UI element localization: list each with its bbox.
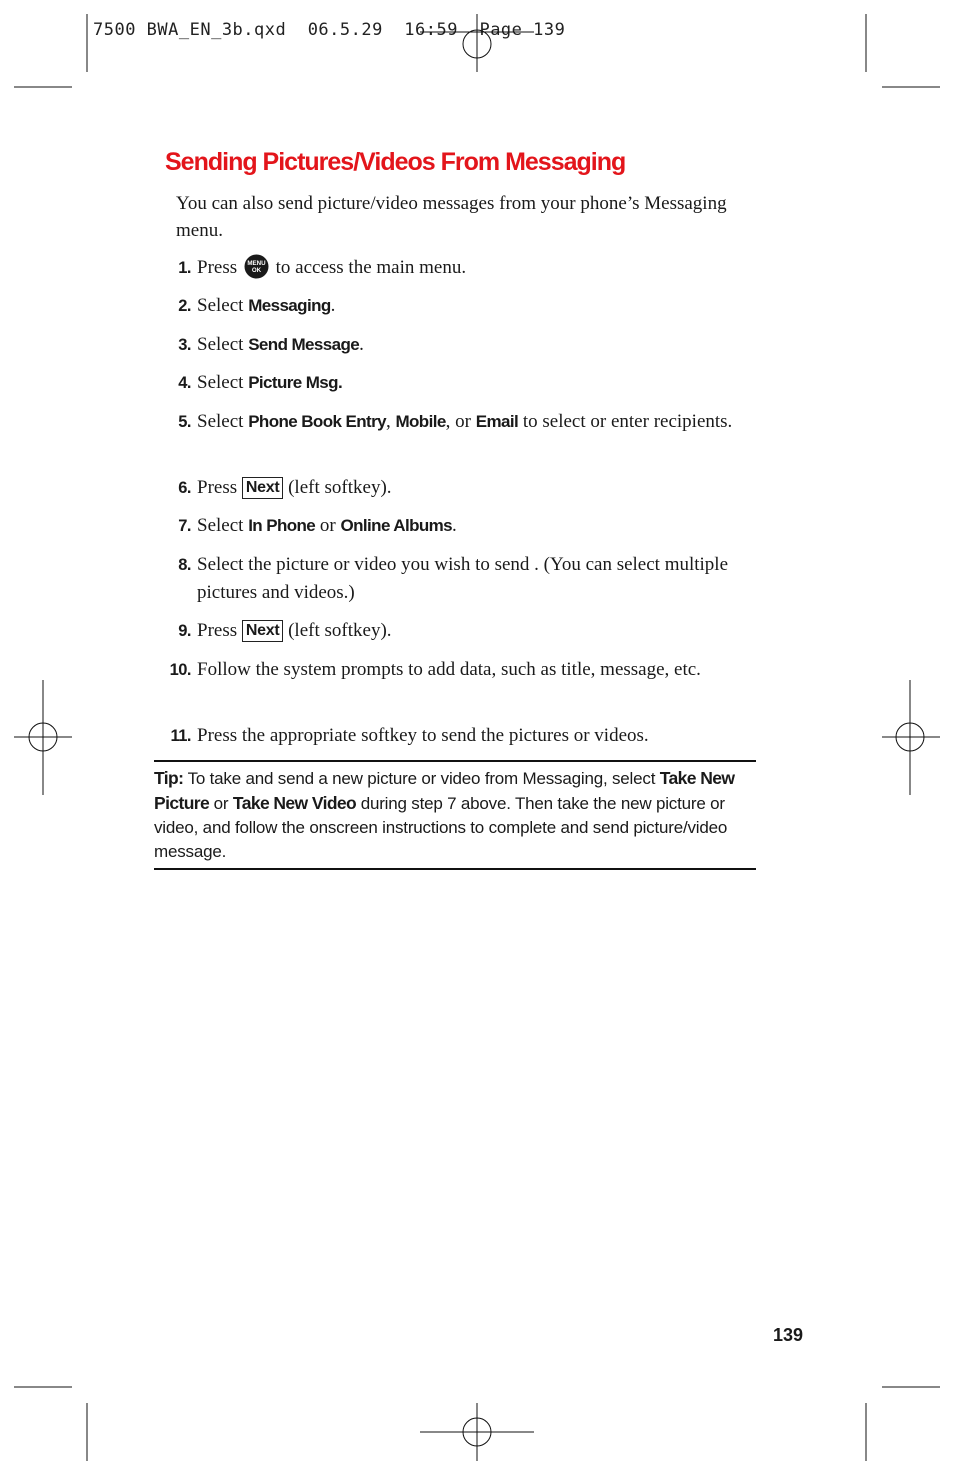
- step-text: Press: [197, 257, 238, 278]
- step-text: , or: [445, 411, 471, 432]
- step-text: Select: [197, 295, 244, 316]
- tip-option-take-new-picture: Take New Picture: [154, 768, 735, 813]
- step-text: Press: [197, 620, 238, 641]
- print-slug: 7500 BWA_EN_3b.qxd 06.5.29 16:59 Page 139: [93, 20, 566, 40]
- menu-option-online-albums: Online Albums: [340, 516, 453, 535]
- tip-body: or: [213, 794, 229, 813]
- step-text: Select: [197, 411, 244, 432]
- tip-box: [154, 760, 756, 870]
- menu-icon-label-bottom: OK: [251, 267, 262, 274]
- step-number: 4.: [178, 374, 191, 392]
- step-text: to access the main menu.: [275, 257, 467, 278]
- step-text: (left softkey).: [288, 477, 392, 498]
- step-number: 10.: [169, 661, 191, 679]
- menu-option-picture-msg: Picture Msg.: [248, 373, 343, 392]
- menu-option-messaging: Messaging: [248, 296, 331, 315]
- menu-option-in-phone: In Phone: [248, 516, 316, 535]
- step-text: Select: [197, 372, 244, 393]
- step-number: 9.: [178, 622, 191, 640]
- step-10: [165, 656, 757, 684]
- step-text: Follow the system prompts to add data, such as title, message, etc.: [197, 659, 701, 680]
- menu-option-phone-book-entry: Phone Book Entry: [248, 412, 386, 431]
- step-text: Select: [197, 334, 244, 355]
- step-number: 8.: [178, 556, 191, 574]
- step-6: [165, 474, 757, 502]
- next-softkey: Next: [242, 477, 283, 499]
- step-text: to select or enter recipients.: [522, 411, 733, 432]
- menu-ok-icon: [244, 254, 269, 279]
- step-text: ,: [385, 411, 391, 432]
- step-11: [165, 722, 757, 750]
- menu-option-email: Email: [475, 412, 519, 431]
- step-text: .: [330, 295, 336, 316]
- step-8: [165, 551, 757, 607]
- step-2: [165, 292, 757, 320]
- step-number: 3.: [178, 336, 191, 354]
- intro-paragraph: You can also send picture/video messages from your phone’s Messaging menu.: [176, 193, 727, 241]
- menu-option-send-message: Send Message: [248, 335, 360, 354]
- step-number: 5.: [178, 413, 191, 431]
- step-number: 7.: [178, 517, 191, 535]
- step-text: .: [452, 515, 457, 536]
- tip-label: Tip:: [154, 768, 184, 788]
- tip-body: during step 7 above. Then take the new picture or video, and follow the onscreen instructions to complete and send picture/video message.: [154, 794, 728, 861]
- step-text: Select: [197, 515, 244, 536]
- next-softkey: Next: [242, 620, 283, 642]
- tip-option-take-new-video: Take New Video: [232, 793, 357, 813]
- step-9: [165, 617, 757, 645]
- step-3: [165, 331, 757, 359]
- step-text: or: [319, 515, 336, 536]
- tip-text: [154, 766, 756, 864]
- step-4: [165, 369, 757, 397]
- step-number: 11.: [170, 727, 191, 745]
- step-7: [165, 512, 757, 540]
- step-number: 2.: [178, 297, 191, 315]
- step-number: 1.: [178, 259, 191, 277]
- section-heading: Sending Pictures/Videos From Messaging: [165, 148, 626, 176]
- step-number: 6.: [178, 479, 191, 497]
- step-1: [165, 254, 757, 282]
- step-text: Press: [197, 477, 238, 498]
- step-text: (left softkey).: [288, 620, 392, 641]
- menu-option-mobile: Mobile: [395, 412, 446, 431]
- step-text: Press the appropriate softkey to send the pictures or videos.: [197, 725, 649, 746]
- tip-body: To take and send a new picture or video from Messaging, select: [187, 769, 656, 788]
- page-number: 139: [773, 1325, 804, 1345]
- step-5: [165, 408, 757, 436]
- menu-icon-label-top: MENU: [247, 260, 266, 267]
- step-text: .: [359, 334, 364, 355]
- step-text: Select the picture or video you wish to send . (You can select multiple pictures and videos.): [197, 554, 729, 603]
